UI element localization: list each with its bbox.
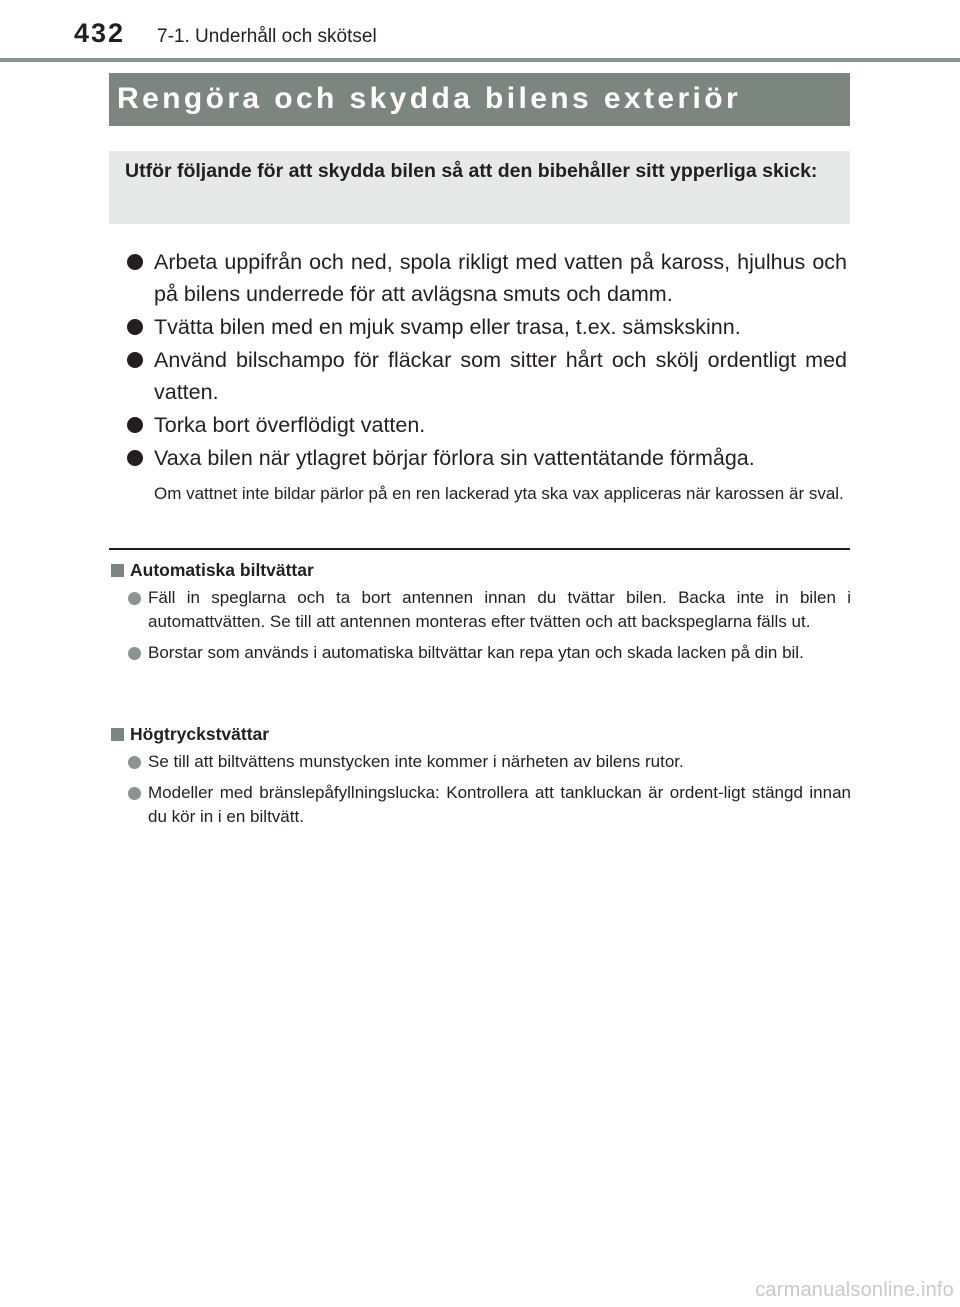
watermark: carmanualsonline.info xyxy=(755,1279,954,1301)
bullet-dot-icon xyxy=(128,592,141,605)
intro-box xyxy=(109,151,850,224)
list-item-text: Tvätta bilen med en mjuk svamp eller trasa, t.ex. sämskskinn. xyxy=(154,315,741,339)
page-title: Rengöra och skydda bilens exteriör xyxy=(117,82,742,115)
list-item xyxy=(111,781,851,829)
section-divider xyxy=(109,548,850,550)
subsection-heading-text: Högtryckstvättar xyxy=(130,724,270,744)
section-header: 7-1. Underhåll och skötsel xyxy=(157,26,377,47)
square-bullet-icon xyxy=(111,728,124,741)
subsection-high-pressure-wash xyxy=(111,722,851,829)
subsection-list xyxy=(111,750,851,829)
page-number: 432 xyxy=(74,18,126,48)
bullet-dot-icon xyxy=(128,647,141,660)
bullet-dot-icon xyxy=(128,756,141,769)
list-item-text: Se till att biltvättens munstycken inte kommer i närheten av bilens rutor. xyxy=(148,752,684,771)
list-item xyxy=(111,586,851,634)
list-item xyxy=(127,442,847,474)
list-item-text: Arbeta uppifrån och ned, spola rikligt med vatten på kaross, hjulhus och på bilens underrede för att avlägsna smuts och damm. xyxy=(154,250,847,306)
list-item xyxy=(111,641,851,665)
list-item-text: Modeller med bränslepåfyllningslucka: Kontrollera att tankluckan är ordent-ligt stängd innan du kör in i en biltvätt. xyxy=(148,783,851,826)
instruction-list xyxy=(127,246,847,475)
bullet-dot-icon xyxy=(127,319,143,335)
list-item xyxy=(127,409,847,441)
subsection-list xyxy=(111,586,851,665)
list-item-text: Använd bilschampo för fläckar som sitter hårt och skölj ordentligt med vatten. xyxy=(154,348,847,404)
list-item-text: Vaxa bilen när ytlagret börjar förlora sin vattentätande förmåga. xyxy=(154,446,755,470)
bullet-dot-icon xyxy=(127,417,143,433)
bullet-dot-icon xyxy=(128,787,141,800)
list-item xyxy=(111,750,851,774)
subsection-heading-text: Automatiska biltvättar xyxy=(130,560,314,580)
bullet-dot-icon xyxy=(127,450,143,466)
header-divider xyxy=(0,58,960,62)
list-item-text: Torka bort överflödigt vatten. xyxy=(154,413,426,437)
square-bullet-icon xyxy=(111,564,124,577)
subsection-automatic-car-wash xyxy=(111,558,851,665)
intro-text: Utför följande för att skydda bilen så att den bibehåller sitt ypperliga skick: xyxy=(125,160,818,182)
list-item-text: Borstar som används i automatiska biltvättar kan repa ytan och skada lacken på din bil. xyxy=(148,643,804,662)
subsection-heading xyxy=(111,558,851,582)
list-item-text: Fäll in speglarna och ta bort antennen innan du tvättar bilen. Backa inte in bilen i automattvätten. Se till att antennen monteras efter tvätten och att backspeglarna fälls ut. xyxy=(148,588,851,631)
title-bar xyxy=(109,73,850,126)
list-item xyxy=(127,246,847,310)
subsection-heading xyxy=(111,722,851,746)
bullet-dot-icon xyxy=(127,352,143,368)
list-item xyxy=(127,311,847,343)
bullet-dot-icon xyxy=(127,254,143,270)
note-text: Om vattnet inte bildar pärlor på en ren lackerad yta ska vax appliceras när karossen är sval. xyxy=(154,484,844,503)
list-item xyxy=(127,344,847,408)
